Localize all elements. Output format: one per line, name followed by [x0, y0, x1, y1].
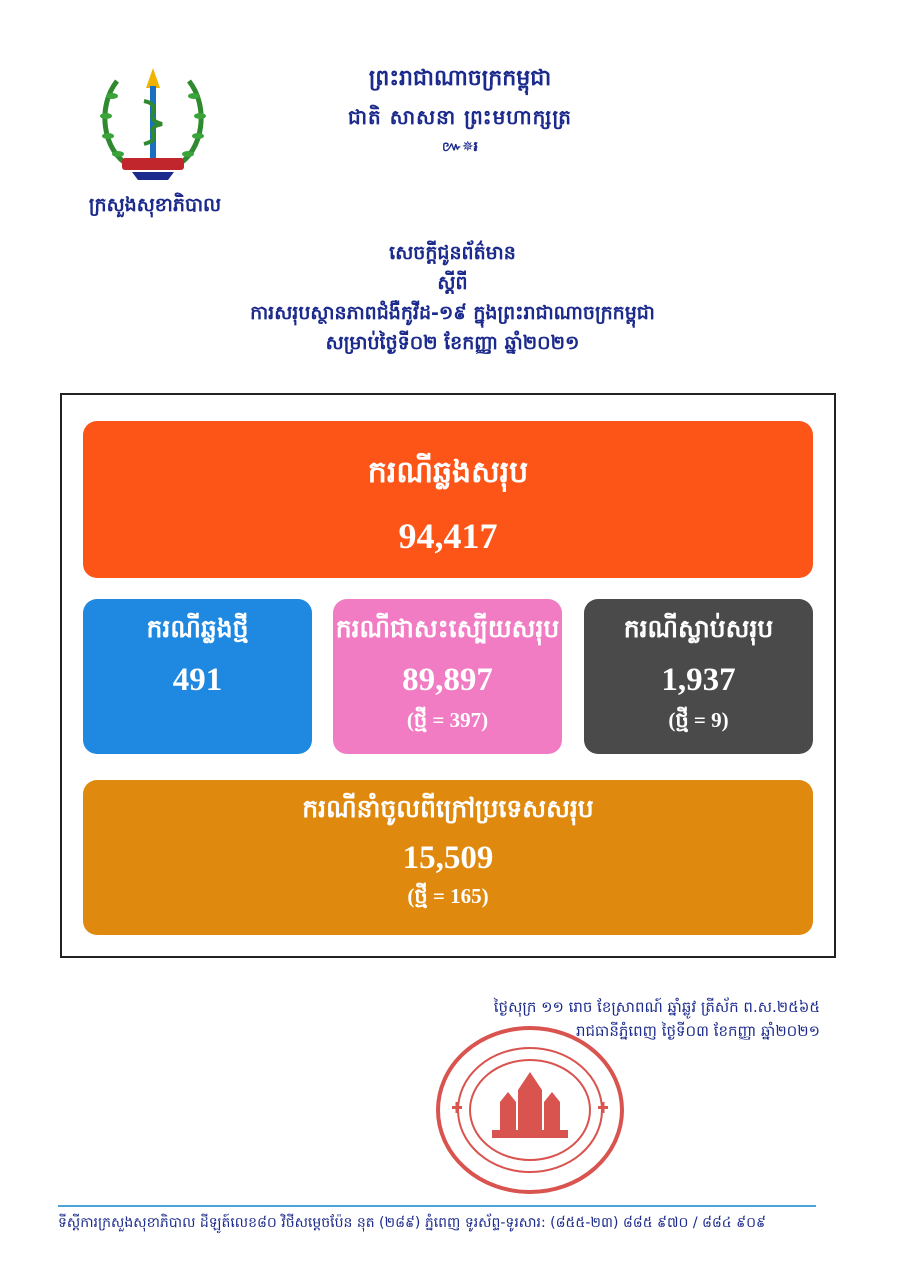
total-cases-card [83, 421, 813, 578]
title-line-1: សេចក្តីជូនព័ត៌មាន [389, 242, 516, 264]
title-line-3: ការសរុបស្ថានភាពជំងឺកូវីដ-១៩ ក្នុងព្រះរាជាណាចក្រកម្ពុជា [250, 302, 655, 324]
deaths-card [584, 599, 813, 754]
deaths-value: 1,937 [661, 662, 736, 698]
document-title [100, 238, 805, 358]
new-cases-label: ករណីឆ្លងថ្មី [146, 614, 249, 643]
official-seal [430, 1022, 630, 1197]
lunar-date: ថ្ងៃសុក្រ ១១ រោច ខែស្រាពណ៍ ឆ្នាំឆ្លូវ ត្រីស័ក ព.ស.២៥៦៥ [493, 998, 820, 1016]
recovered-value: 89,897 [402, 662, 493, 698]
ornament: ៚✵៛ [442, 139, 478, 155]
footer-divider [58, 1205, 816, 1207]
total-cases-value: 94,417 [398, 516, 498, 556]
ministry-logo [92, 66, 214, 184]
new-cases-value: 491 [172, 662, 223, 698]
kingdom-name: ព្រះរាជាណាចក្រកម្ពុជា [368, 66, 552, 91]
total-cases-label: ករណីឆ្លងសរុប [367, 455, 529, 490]
ministry-name: ក្រសួងសុខាភិបាល [88, 194, 222, 216]
recovered-card [333, 599, 562, 754]
solar-date: រាជធានីភ្នំពេញ ថ្ងៃទី០៣ ខែកញ្ញា ឆ្នាំ២០២១ [576, 1022, 820, 1040]
imported-new: (ថ្មី = 165) [407, 884, 489, 908]
title-line-2: ស្តីពី [437, 272, 468, 294]
recovered-label: ករណីជាសះស្បើយសរុប [335, 614, 560, 643]
kingdom-header [300, 60, 620, 158]
footer-address: ទីស្តីការក្រសួងសុខាភិបាល ដីឡូត៍លេខ៨០ វិថីសម្តេចប៉ែន នុត (២៨៩) ភ្នំពេញ ទូរស័ព្ទ-ទូរសារ: (៨៥៥-២៣) ៨៨៥ ៩៧០ / ៨៨៤ ៩០៩ [58, 1215, 766, 1231]
imported-label: ករណីនាំចូលពីក្រៅប្រទេសសរុប [302, 794, 594, 823]
new-cases-card [83, 599, 312, 754]
title-line-4: សម្រាប់ថ្ងៃទី០២ ខែកញ្ញា ឆ្នាំ២០២១ [325, 332, 580, 354]
deaths-new: (ថ្មី = 9) [668, 708, 729, 732]
deaths-label: ករណីស្លាប់សរុប [623, 614, 774, 643]
imported-value: 15,509 [402, 840, 494, 876]
national-motto: ជាតិ សាសនា ព្រះមហាក្សត្រ [348, 105, 572, 129]
recovered-new: (ថ្មី = 397) [406, 708, 489, 732]
imported-card [83, 780, 813, 935]
